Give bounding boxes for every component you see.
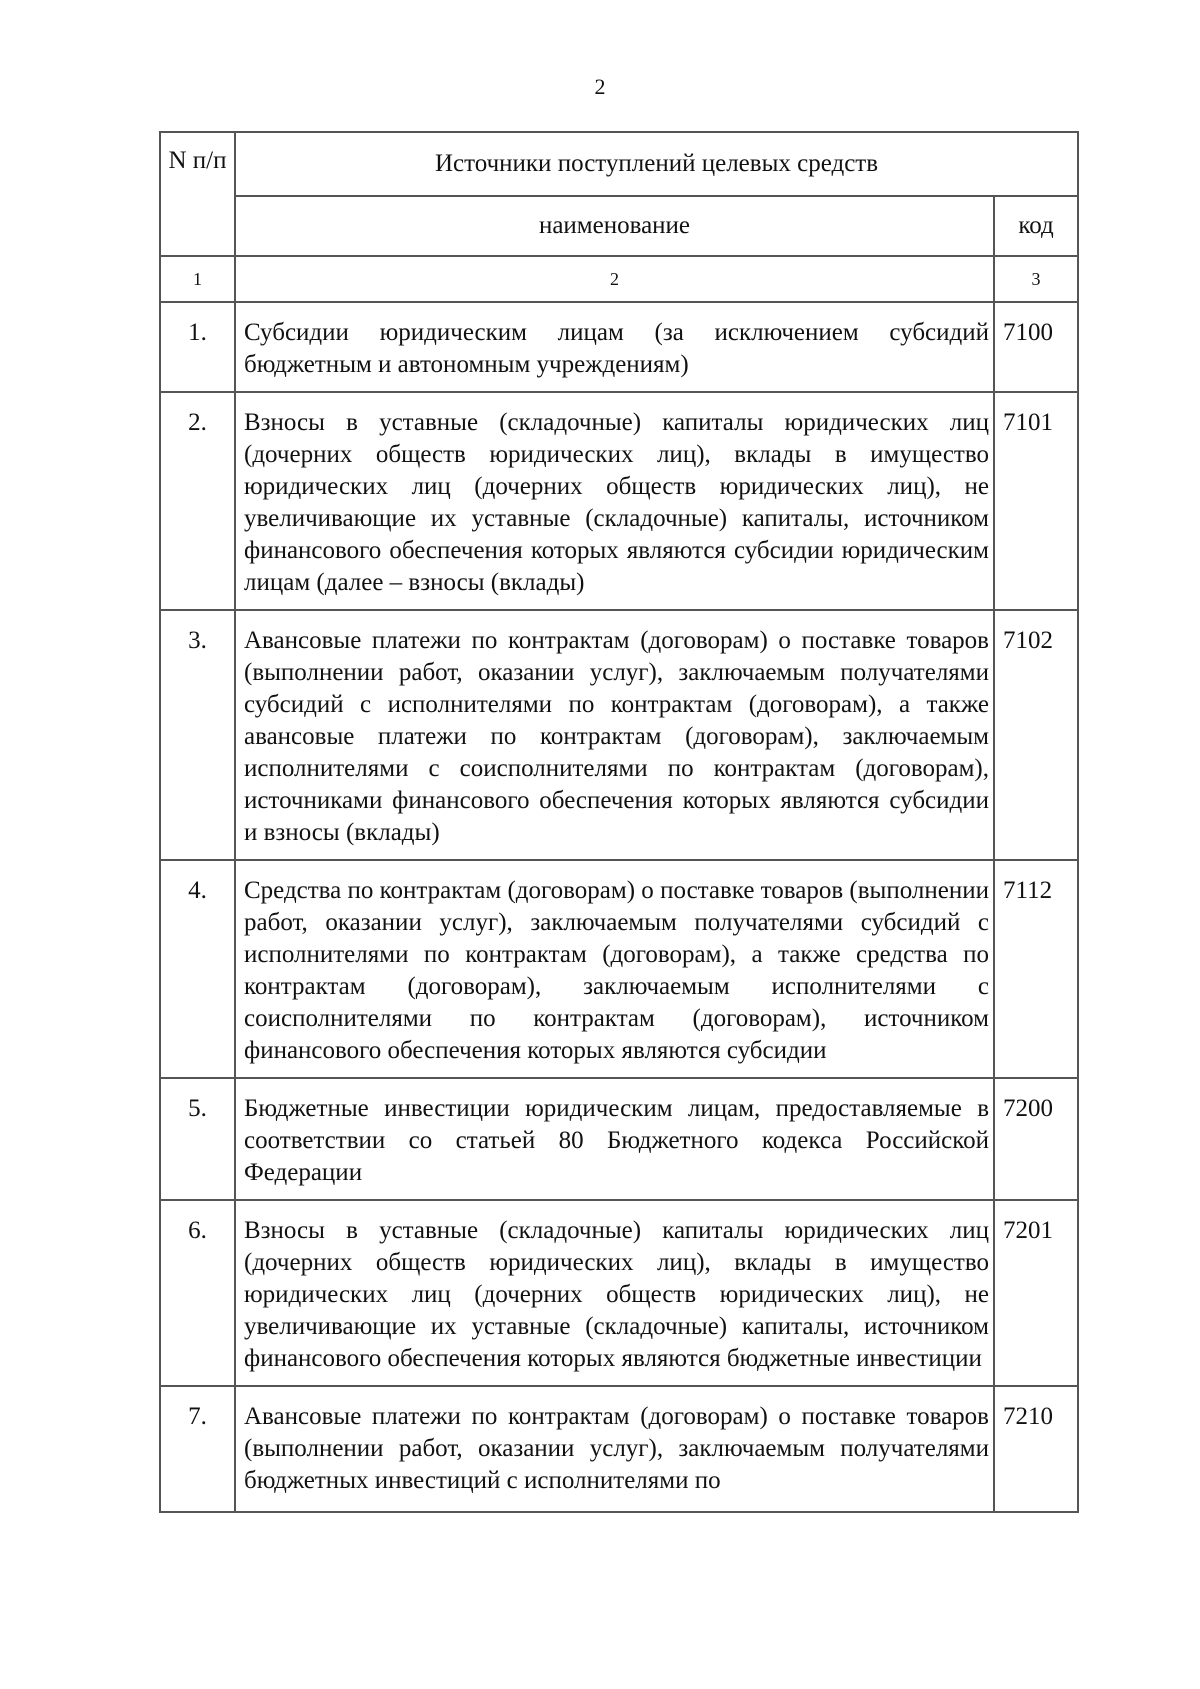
row-code: 7102 (994, 610, 1078, 860)
table-row (160, 610, 1078, 860)
column-index-1: 1 (160, 256, 235, 302)
header-code-cell: код (994, 196, 1078, 256)
row-name: Авансовые платежи по контрактам (договорам) о поставке товаров (выполнении работ, оказании услуг), заключаемым получателями субсидий с исполнителями по контрактам (договорам), а также авансовые платежи по контрактам (договорам), заключаемым исполнителями с соисполнителями по контрактам (договорам), источниками финансового обеспечения которых являются субсидии и взносы (вклады) (235, 610, 994, 860)
row-name: Взносы в уставные (складочные) капиталы юридических лиц (дочерних обществ юридических лиц), вклады в имущество юридических лиц (дочерних обществ юридических лиц), не увеличивающие их уставные (складочные) капиталы, источником финансового обеспечения которых являются субсидии юридическим лицам (далее – взносы (вклады) (235, 392, 994, 610)
table-row (160, 1200, 1078, 1386)
column-index-3: 3 (994, 256, 1078, 302)
row-number: 2. (160, 392, 235, 610)
row-name: Взносы в уставные (складочные) капиталы юридических лиц (дочерних обществ юридических лиц), вклады в имущество юридических лиц (дочерних обществ юридических лиц), не увеличивающие их уставные (складочные) капиталы, источником финансового обеспечения которых являются бюджетные инвестиции (235, 1200, 994, 1386)
row-number: 4. (160, 860, 235, 1078)
table-row (160, 1386, 1078, 1512)
table-row (160, 392, 1078, 610)
header-name-cell: наименование (235, 196, 994, 256)
page-number: 2 (594, 74, 606, 99)
row-name: Средства по контрактам (договорам) о поставке товаров (выполнении работ, оказании услуг), заключаемым получателями субсидий с исполнителями по контрактам (договорам), а также средства по контрактам (договорам), заключаемым исполнителями с соисполнителями по контрактам (договорам), источником финансового обеспечения которых являются субсидии (235, 860, 994, 1078)
row-code: 7200 (994, 1078, 1078, 1200)
row-name: Субсидии юридическим лицам (за исключением субсидий бюджетным и автономным учреждениям) (235, 302, 994, 392)
row-number: 6. (160, 1200, 235, 1386)
row-number: 3. (160, 610, 235, 860)
table-row (160, 860, 1078, 1078)
row-code: 7210 (994, 1386, 1078, 1512)
row-code: 7112 (994, 860, 1078, 1078)
row-number: 5. (160, 1078, 235, 1200)
header-row-top (160, 132, 1078, 196)
row-name: Бюджетные инвестиции юридическим лицам, предоставляемые в соответствии со статьей 80 Бюджетного кодекса Российской Федерации (235, 1078, 994, 1200)
table-row (160, 302, 1078, 392)
row-code: 7101 (994, 392, 1078, 610)
table-row (160, 1078, 1078, 1200)
header-num-cell: N п/п (160, 132, 235, 256)
row-name: Авансовые платежи по контрактам (договорам) о поставке товаров (выполнении работ, оказании услуг), заключаемым получателями бюджетных инвестиций с исполнителями по (235, 1386, 994, 1512)
funding-sources-table (159, 131, 1079, 1513)
column-index-row (160, 256, 1078, 302)
header-row-sub (160, 196, 1078, 256)
row-code: 7100 (994, 302, 1078, 392)
row-number: 7. (160, 1386, 235, 1512)
row-number: 1. (160, 302, 235, 392)
header-group-title: Источники поступлений целевых средств (235, 132, 1078, 196)
row-code: 7201 (994, 1200, 1078, 1386)
column-index-2: 2 (235, 256, 994, 302)
